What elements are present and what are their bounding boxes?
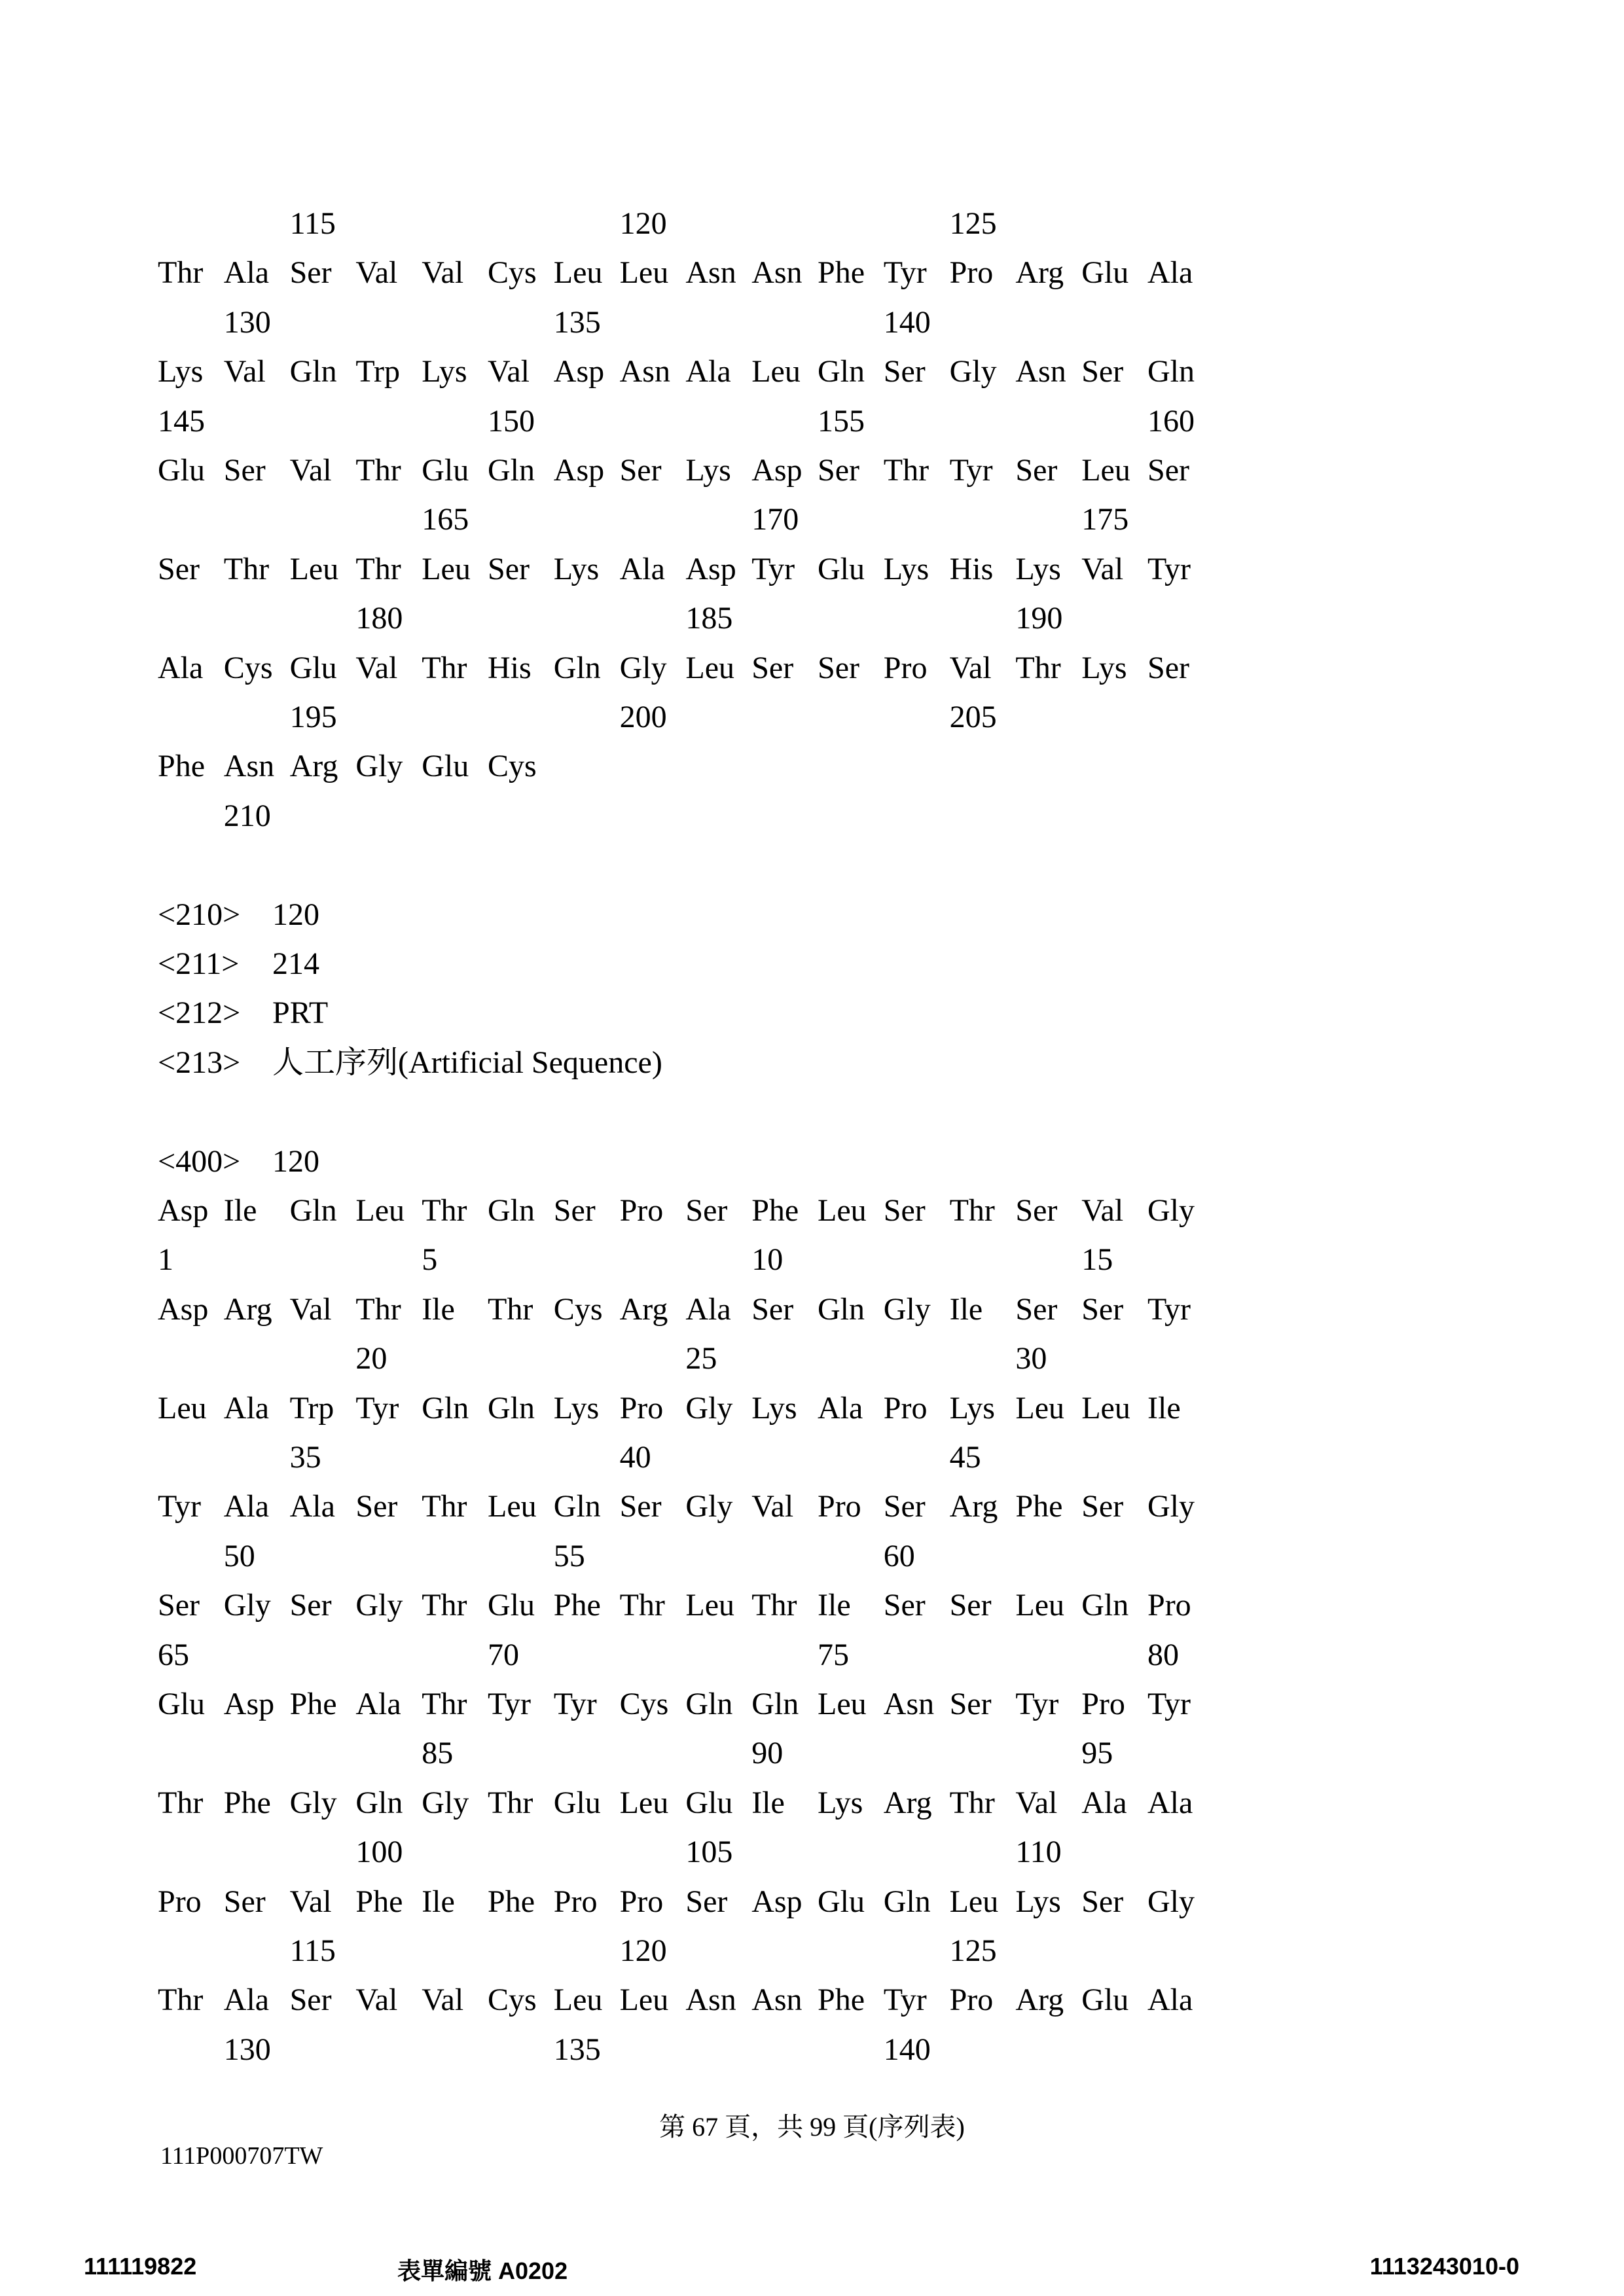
serial-code: 1113243010-0 — [1370, 2253, 1519, 2280]
residue: Tyr — [355, 1384, 399, 1433]
residue: Tyr — [1015, 1679, 1058, 1729]
position-number: 175 — [1081, 495, 1128, 544]
field-value: 120 — [272, 890, 319, 939]
residue: Ser — [1147, 446, 1189, 495]
residue: Asn — [224, 742, 274, 791]
position-number: 185 — [685, 594, 732, 643]
residue: Val — [355, 248, 397, 297]
residue: Val — [290, 1877, 332, 1926]
residue: Ser — [1015, 1285, 1057, 1334]
residue: Tyr — [950, 446, 993, 495]
residue: Leu — [620, 248, 669, 297]
residue: Ala — [685, 1285, 731, 1334]
residue: Val — [290, 446, 332, 495]
residue: Thr — [355, 446, 401, 495]
position-number: 35 — [290, 1433, 321, 1482]
residue: Asn — [751, 248, 802, 297]
residue: Ala — [224, 1384, 269, 1433]
residue: Ser — [818, 446, 859, 495]
residue: Asn — [1015, 347, 1066, 396]
residue: Asn — [884, 1679, 934, 1729]
residue: Gly — [685, 1384, 732, 1433]
residue: Ala — [224, 248, 269, 297]
residue: Thr — [620, 1581, 665, 1630]
residue: Ile — [224, 1186, 257, 1235]
position-number: 100 — [355, 1827, 403, 1876]
residue: Ser — [158, 545, 200, 594]
residue: Lys — [818, 1778, 863, 1827]
residue: Ser — [884, 1482, 926, 1531]
position-number: 45 — [950, 1433, 981, 1482]
position-number: 25 — [685, 1334, 717, 1383]
field-tag: <400> — [158, 1137, 240, 1186]
residue: Lys — [950, 1384, 995, 1433]
residue: Leu — [685, 1581, 734, 1630]
residue: Ser — [224, 446, 266, 495]
residue: Gln — [355, 1778, 403, 1827]
position-number: 145 — [158, 397, 205, 446]
position-number: 210 — [224, 791, 271, 840]
position-number: 5 — [422, 1235, 437, 1284]
position-number: 115 — [290, 1926, 336, 1975]
residue: Trp — [290, 1384, 334, 1433]
residue: Thr — [158, 1975, 203, 2024]
residue: Glu — [158, 446, 205, 495]
residue: Ser — [290, 1581, 332, 1630]
residue: Pro — [554, 1877, 598, 1926]
residue: Pro — [620, 1877, 664, 1926]
position-number: 135 — [554, 298, 601, 347]
residue: Glu — [818, 1877, 865, 1926]
residue: Gln — [422, 1384, 469, 1433]
residue: Leu — [355, 1186, 405, 1235]
residue: Gly — [422, 1778, 469, 1827]
position-number: 170 — [751, 495, 799, 544]
position-number: 65 — [158, 1630, 189, 1679]
residue: Ser — [685, 1877, 727, 1926]
position-number: 200 — [620, 692, 667, 742]
residue: Gln — [1147, 347, 1195, 396]
residue: Cys — [620, 1679, 669, 1729]
residue: Lys — [1081, 643, 1127, 692]
residue: Ala — [1147, 248, 1193, 297]
residue: Val — [355, 1975, 397, 2024]
residue: Gln — [554, 1482, 601, 1531]
field-value: PRT — [272, 988, 328, 1037]
residue: Val — [488, 347, 530, 396]
position-number: 130 — [224, 298, 271, 347]
position-number: 190 — [1015, 594, 1062, 643]
residue: Ala — [1147, 1778, 1193, 1827]
field-value: 120 — [272, 1137, 319, 1186]
position-number: 1 — [158, 1235, 173, 1284]
residue: Cys — [224, 643, 273, 692]
residue: Leu — [422, 545, 471, 594]
position-number: 115 — [290, 199, 336, 248]
residue: Cys — [554, 1285, 603, 1334]
position-number: 140 — [884, 298, 931, 347]
residue: Ser — [620, 446, 662, 495]
residue: Ala — [1081, 1778, 1127, 1827]
residue: Thr — [884, 446, 929, 495]
residue: Gly — [1147, 1482, 1195, 1531]
residue: Phe — [818, 1975, 865, 2024]
application-code: 111119822 — [84, 2253, 196, 2280]
position-number: 85 — [422, 1729, 453, 1778]
residue: Thr — [950, 1186, 995, 1235]
field-value: 人工序列(Artificial Sequence) — [272, 1038, 662, 1087]
residue: Ser — [1147, 643, 1189, 692]
residue: Ile — [818, 1581, 851, 1630]
residue: Trp — [355, 347, 400, 396]
field-tag: <211> — [158, 939, 239, 988]
residue: Pro — [884, 1384, 928, 1433]
residue: Tyr — [751, 545, 795, 594]
residue: Glu — [1081, 1975, 1128, 2024]
residue: Gly — [950, 347, 997, 396]
position-number: 180 — [355, 594, 403, 643]
residue: Ser — [950, 1679, 992, 1729]
position-number: 150 — [488, 397, 535, 446]
residue: Ser — [355, 1482, 397, 1531]
residue: Thr — [422, 1482, 467, 1531]
position-number: 160 — [1147, 397, 1195, 446]
residue: Asp — [554, 347, 604, 396]
position-number: 70 — [488, 1630, 519, 1679]
residue: Tyr — [554, 1679, 597, 1729]
residue: Phe — [224, 1778, 271, 1827]
residue: Leu — [950, 1877, 999, 1926]
residue: Ala — [1147, 1975, 1193, 2024]
residue: Val — [950, 643, 992, 692]
residue: Ile — [422, 1877, 455, 1926]
position-number: 110 — [1015, 1827, 1061, 1876]
field-tag: <210> — [158, 890, 240, 939]
residue: Ala — [158, 643, 203, 692]
residue: Gln — [818, 347, 865, 396]
residue: Val — [751, 1482, 793, 1531]
residue: His — [950, 545, 994, 594]
position-number: 120 — [620, 199, 667, 248]
residue: Ser — [1081, 1482, 1123, 1531]
residue: Leu — [620, 1975, 669, 2024]
residue: Ser — [884, 1581, 926, 1630]
residue: Ala — [620, 545, 665, 594]
residue: Gln — [1081, 1581, 1128, 1630]
residue: Ser — [685, 1186, 727, 1235]
residue: Asp — [158, 1285, 208, 1334]
residue: Glu — [422, 742, 469, 791]
residue: Thr — [422, 643, 467, 692]
residue: Pro — [1081, 1679, 1125, 1729]
residue: Tyr — [488, 1679, 531, 1729]
field-value: 214 — [272, 939, 319, 988]
residue: Leu — [1015, 1581, 1064, 1630]
position-number: 50 — [224, 1532, 255, 1581]
residue: Leu — [488, 1482, 537, 1531]
position-number: 135 — [554, 2025, 601, 2074]
residue: Thr — [751, 1581, 797, 1630]
residue: Leu — [1081, 446, 1130, 495]
residue: Gln — [488, 446, 535, 495]
residue: Ala — [224, 1482, 269, 1531]
residue: Ser — [224, 1877, 266, 1926]
field-tag: <212> — [158, 988, 240, 1037]
position-number: 120 — [620, 1926, 667, 1975]
residue: Ser — [1015, 446, 1057, 495]
position-number: 125 — [950, 1926, 997, 1975]
residue: Thr — [224, 545, 269, 594]
position-number: 60 — [884, 1532, 915, 1581]
residue: Leu — [1015, 1384, 1064, 1433]
position-number: 195 — [290, 692, 337, 742]
residue: Gly — [355, 1581, 403, 1630]
residue: Ser — [818, 643, 859, 692]
document-number: 111P000707TW — [160, 2142, 323, 2170]
residue: Ile — [1147, 1384, 1181, 1433]
residue: Phe — [488, 1877, 535, 1926]
residue: Arg — [884, 1778, 932, 1827]
position-number: 95 — [1081, 1729, 1113, 1778]
residue: Glu — [685, 1778, 732, 1827]
residue: Leu — [620, 1778, 669, 1827]
residue: Gln — [554, 643, 601, 692]
residue: Asp — [554, 446, 604, 495]
residue: Ser — [751, 643, 793, 692]
residue: Asn — [620, 347, 670, 396]
residue: Gly — [224, 1581, 271, 1630]
residue: Ser — [554, 1186, 596, 1235]
residue: Val — [422, 248, 463, 297]
residue: Glu — [1081, 248, 1128, 297]
residue: Leu — [751, 347, 801, 396]
position-number: 80 — [1147, 1630, 1179, 1679]
residue: Leu — [818, 1679, 867, 1729]
residue: Val — [290, 1285, 332, 1334]
residue: Lys — [685, 446, 731, 495]
position-number: 55 — [554, 1532, 585, 1581]
residue: Thr — [422, 1679, 467, 1729]
form-number: 表單編號 A0202 — [397, 2253, 568, 2286]
residue: Ile — [751, 1778, 785, 1827]
residue: Glu — [422, 446, 469, 495]
residue: Glu — [290, 643, 337, 692]
residue: His — [488, 643, 532, 692]
residue: Lys — [554, 1384, 599, 1433]
residue: Pro — [620, 1384, 664, 1433]
residue: Thr — [488, 1285, 533, 1334]
position-number: 15 — [1081, 1235, 1113, 1284]
residue: Glu — [158, 1679, 205, 1729]
residue: Gly — [1147, 1186, 1195, 1235]
residue: Gln — [488, 1384, 535, 1433]
residue: Phe — [290, 1679, 337, 1729]
residue: Gly — [1147, 1877, 1195, 1926]
residue: Asn — [685, 1975, 736, 2024]
residue: Phe — [1015, 1482, 1062, 1531]
residue: Lys — [422, 347, 467, 396]
residue: Tyr — [1147, 1679, 1191, 1729]
residue: Gly — [884, 1285, 931, 1334]
residue: Glu — [554, 1778, 601, 1827]
residue: Gly — [290, 1778, 337, 1827]
residue: Ile — [422, 1285, 455, 1334]
residue: Leu — [685, 643, 734, 692]
residue: Phe — [158, 742, 205, 791]
residue: Tyr — [884, 248, 927, 297]
residue: Arg — [224, 1285, 272, 1334]
residue: Gln — [685, 1679, 732, 1729]
residue: Gln — [290, 347, 337, 396]
residue: Val — [422, 1975, 463, 2024]
position-number: 130 — [224, 2025, 271, 2074]
residue: Arg — [290, 742, 338, 791]
residue: Ser — [1081, 1877, 1123, 1926]
position-number: 165 — [422, 495, 469, 544]
residue: Asn — [685, 248, 736, 297]
residue: Pro — [1147, 1581, 1191, 1630]
residue: Tyr — [1147, 545, 1191, 594]
residue: Leu — [554, 248, 603, 297]
residue: Thr — [488, 1778, 533, 1827]
residue: Pro — [620, 1186, 664, 1235]
residue: Ala — [818, 1384, 863, 1433]
residue: Lys — [751, 1384, 797, 1433]
residue: Asp — [224, 1679, 274, 1729]
position-number: 155 — [818, 397, 865, 446]
residue: Gly — [620, 643, 667, 692]
residue: Pro — [884, 643, 928, 692]
residue: Pro — [950, 1975, 994, 2024]
residue: Phe — [818, 248, 865, 297]
position-number: 140 — [884, 2025, 931, 2074]
residue: Lys — [158, 347, 203, 396]
residue: Thr — [950, 1778, 995, 1827]
residue: Cys — [488, 248, 537, 297]
position-number: 10 — [751, 1235, 783, 1284]
residue: Asp — [685, 545, 736, 594]
position-number: 75 — [818, 1630, 849, 1679]
position-number: 40 — [620, 1433, 651, 1482]
residue: Val — [1081, 545, 1123, 594]
residue: Glu — [818, 545, 865, 594]
residue: Ser — [884, 347, 926, 396]
residue: Asp — [158, 1186, 208, 1235]
residue: Cys — [488, 742, 537, 791]
position-number: 205 — [950, 692, 997, 742]
position-number: 125 — [950, 199, 997, 248]
residue: Ser — [158, 1581, 200, 1630]
residue: Phe — [554, 1581, 601, 1630]
residue: Arg — [1015, 248, 1064, 297]
position-number: 90 — [751, 1729, 783, 1778]
residue: Lys — [554, 545, 599, 594]
residue: Pro — [818, 1482, 861, 1531]
residue: Thr — [1015, 643, 1060, 692]
position-number: 20 — [355, 1334, 387, 1383]
residue: Gln — [818, 1285, 865, 1334]
residue: Ser — [290, 1975, 332, 2024]
residue: Gln — [290, 1186, 337, 1235]
residue: Lys — [884, 545, 929, 594]
residue: Thr — [158, 1778, 203, 1827]
residue: Arg — [620, 1285, 668, 1334]
residue: Ser — [1081, 347, 1123, 396]
residue: Leu — [554, 1975, 603, 2024]
residue: Tyr — [1147, 1285, 1191, 1334]
residue: Ala — [355, 1679, 401, 1729]
residue: Thr — [158, 248, 203, 297]
residue: Pro — [950, 248, 994, 297]
residue: Asn — [751, 1975, 802, 2024]
residue: Ser — [751, 1285, 793, 1334]
residue: Tyr — [884, 1975, 927, 2024]
residue: Gln — [488, 1186, 535, 1235]
residue: Leu — [290, 545, 339, 594]
residue: Leu — [818, 1186, 867, 1235]
residue: Ser — [884, 1186, 926, 1235]
residue: Asp — [751, 446, 802, 495]
residue: Ser — [488, 545, 530, 594]
residue: Val — [224, 347, 266, 396]
residue: Ile — [950, 1285, 983, 1334]
residue: Thr — [422, 1581, 467, 1630]
residue: Val — [1081, 1186, 1123, 1235]
field-tag: <213> — [158, 1038, 240, 1087]
residue: Thr — [355, 545, 401, 594]
residue: Ala — [290, 1482, 335, 1531]
residue: Thr — [422, 1186, 467, 1235]
residue: Ala — [224, 1975, 269, 2024]
residue: Arg — [1015, 1975, 1064, 2024]
residue: Thr — [355, 1285, 401, 1334]
residue: Gln — [884, 1877, 931, 1926]
residue: Ser — [290, 248, 332, 297]
residue: Phe — [355, 1877, 403, 1926]
residue: Ser — [950, 1581, 992, 1630]
residue: Lys — [1015, 1877, 1060, 1926]
residue: Leu — [158, 1384, 207, 1433]
residue: Asp — [751, 1877, 802, 1926]
residue: Leu — [1081, 1384, 1130, 1433]
residue: Glu — [488, 1581, 535, 1630]
residue: Val — [355, 643, 397, 692]
residue: Ser — [1015, 1186, 1057, 1235]
page-number: 第 67 頁，共 99 頁(序列表) — [0, 2106, 1624, 2144]
residue: Gly — [685, 1482, 732, 1531]
residue: Pro — [158, 1877, 202, 1926]
residue: Gly — [355, 742, 403, 791]
residue: Ala — [685, 347, 731, 396]
position-number: 105 — [685, 1827, 732, 1876]
residue: Val — [1015, 1778, 1057, 1827]
residue: Tyr — [158, 1482, 201, 1531]
residue: Ser — [620, 1482, 662, 1531]
residue: Gln — [751, 1679, 799, 1729]
residue: Arg — [950, 1482, 998, 1531]
residue: Lys — [1015, 545, 1060, 594]
residue: Phe — [751, 1186, 799, 1235]
residue: Cys — [488, 1975, 537, 2024]
position-number: 30 — [1015, 1334, 1047, 1383]
residue: Ser — [1081, 1285, 1123, 1334]
